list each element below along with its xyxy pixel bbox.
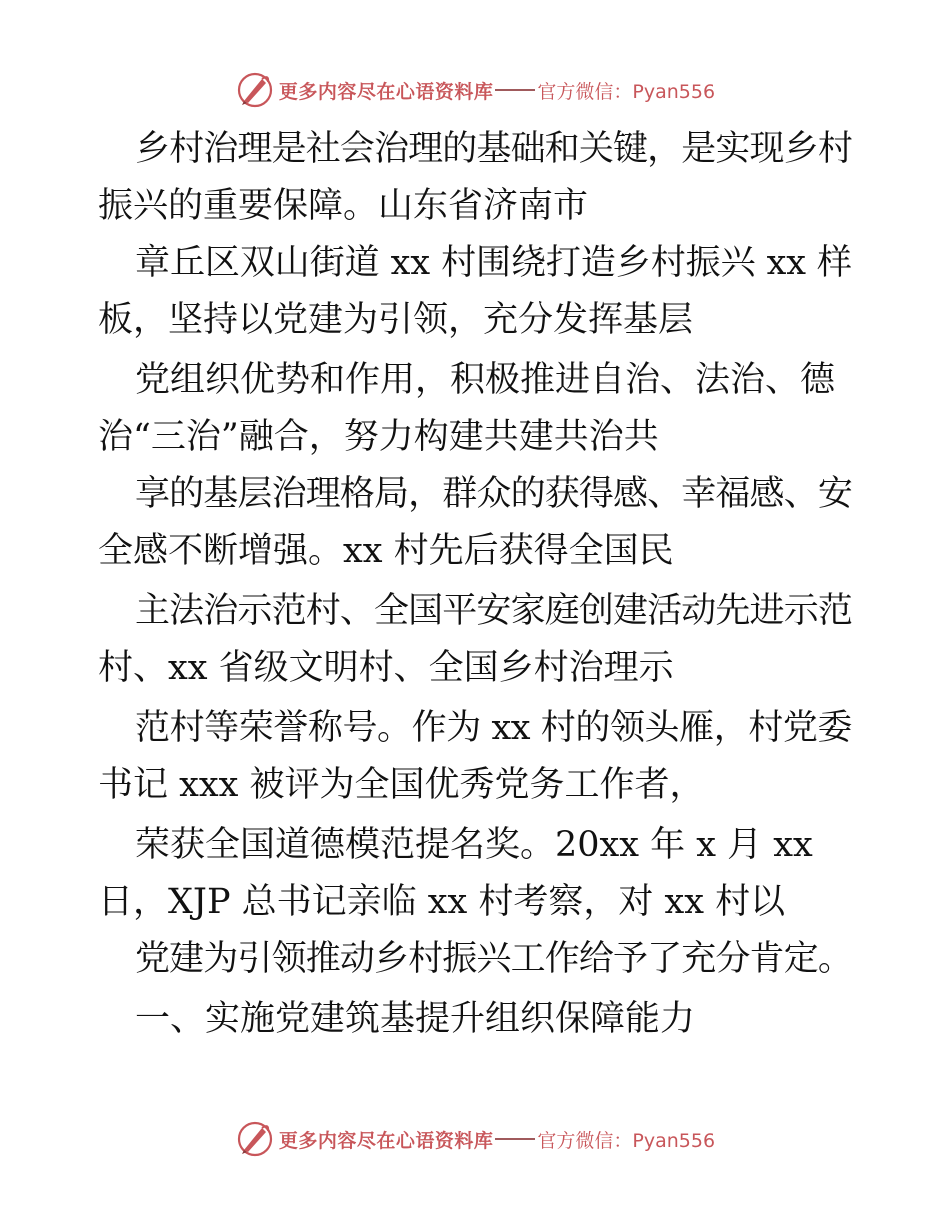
- text-line: 板，坚持以党建为引领，充分发挥基层: [98, 300, 694, 340]
- footer-watermark: [0, 1117, 950, 1161]
- text-line: 荣获全国道德模范提名奖。20xx 年 x 月 xx: [135, 825, 813, 865]
- text-line: 章丘区双山街道 xx 村围绕打造乡村振兴 xx 样: [135, 243, 852, 283]
- watermark-wechat: 官方微信：Pyan556: [537, 80, 716, 103]
- text-line: 党组织优势和作用，积极推进自治、法治、德: [135, 360, 836, 400]
- watermark-text: 更多内容尽在心语资料库: [278, 80, 494, 103]
- text-line: 范村等荣誉称号。作为 xx 村的领头雁，村党委: [135, 708, 852, 748]
- quill-pen-logo-icon: [235, 1119, 275, 1159]
- watermark-separator: [495, 1138, 535, 1140]
- text-line: 日，XJP 总书记亲临 xx 村考察，对 xx 村以: [98, 882, 786, 922]
- watermark-wechat: 官方微信：Pyan556: [537, 1129, 716, 1152]
- text-line: 乡村治理是社会治理的基础和关键，是实现乡村: [135, 129, 852, 169]
- text-line: 主法治示范村、全国平安家庭创建活动先进示范: [135, 591, 852, 631]
- text-line: 振兴的重要保障。山东省济南市: [98, 186, 589, 226]
- text-line: 党建为引领推动乡村振兴工作给予了充分肯定。: [135, 939, 852, 979]
- text-line: 全感不断增强。xx 村先后获得全国民: [98, 531, 674, 571]
- text-line: 书记 xxx 被评为全国优秀党务工作者，: [98, 765, 705, 805]
- watermark-text: 更多内容尽在心语资料库: [278, 1129, 494, 1152]
- text-line: 治“三治”融合，努力构建共建共治共: [98, 417, 659, 457]
- text-line: 享的基层治理格局，群众的获得感、幸福感、安: [135, 474, 852, 514]
- text-line: 村、xx 省级文明村、全国乡村治理示: [98, 648, 674, 688]
- section-heading: 一、实施党建筑基提升组织保障能力: [135, 999, 696, 1039]
